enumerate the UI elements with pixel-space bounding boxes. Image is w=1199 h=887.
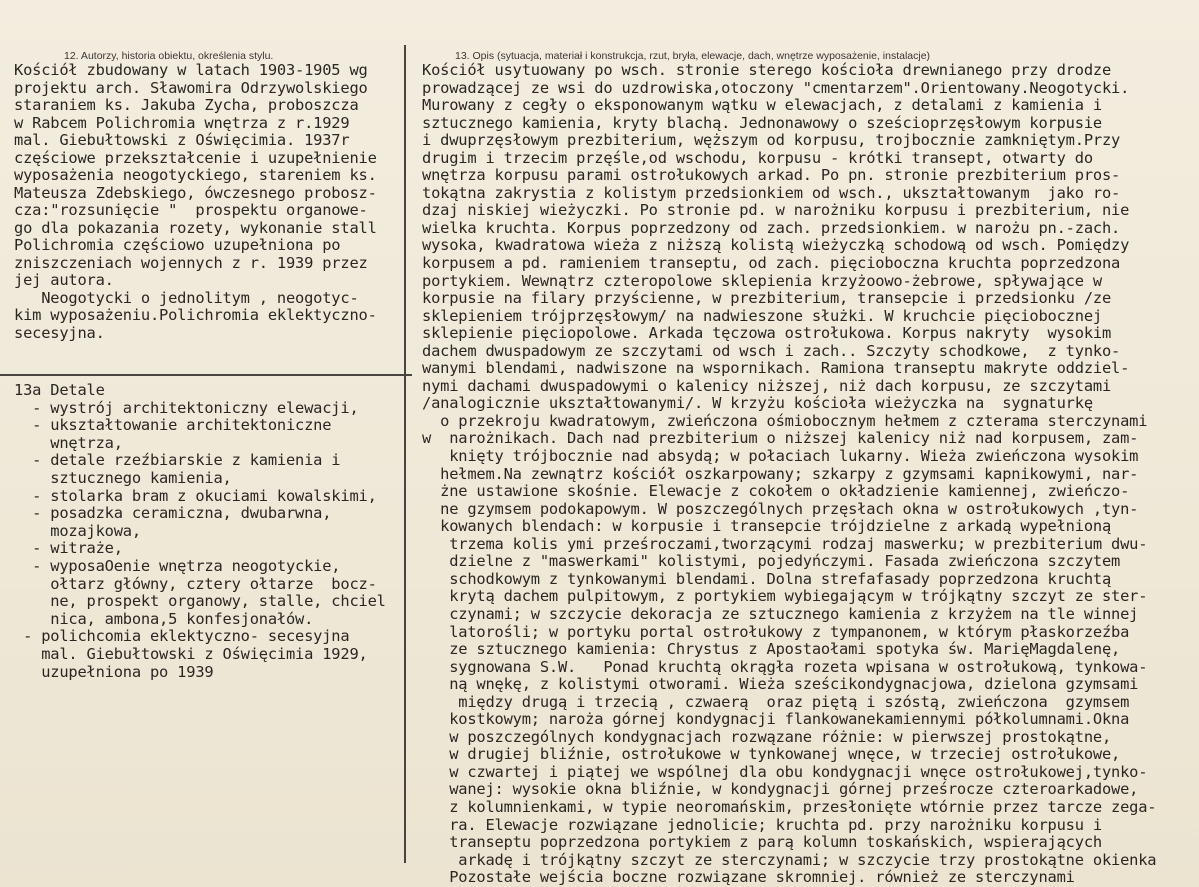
description-line: ne gzymsem podokapowym. W poszczególnych przęsłach okna w ostrołukowych ,tyn-: [422, 499, 1139, 518]
details-line: uzupełniona po 1939: [14, 662, 214, 681]
history-line: staraniem ks. Jakuba Zycha, proboszcza: [14, 96, 359, 114]
details-line: mal. Giebułtowski z Oświęcimia 1929,: [14, 644, 368, 663]
description-line: o przekroju kwadratowym, zwieńczona ośmiobocznym hełmem z czterama sterczynami: [422, 411, 1148, 430]
description-line: Murowany z cegły o eksponowanym wątku w elewacjach, z detalami z kamienia i: [422, 96, 1102, 115]
description-line: kowanych blendach: w korpusie i transepcie trójdzielne z arkadą wypełnioną: [422, 517, 1112, 536]
history-line: Neogotycki o jednolitym , neogotyc-: [14, 288, 359, 307]
description-line: krytą dachem pulpitowym, z portykiem wybiegającym w trójkątny szczyt ze ster-: [422, 587, 1148, 606]
description-line: z kolumnienkami, w typie neoromańskim, przesłonięte wtórnie przez tarcze zega-: [422, 797, 1157, 816]
description-line: latorośli; w portyku portal ostrołukowy z tympanonem, w którym płaskorzeźba: [422, 622, 1130, 641]
history-line: Polichromia częściowo uzupełniona po: [14, 236, 341, 254]
details-line: 13a Detale: [14, 381, 105, 399]
description-line: dzaj niskiej wieżyczki. Po stronie pd. w narożniku korpusu i prezbiterium, nie: [422, 201, 1130, 220]
column-divider: [404, 45, 406, 863]
description-line: żne ustawione skośnie. Elewacje z cokołem o okładzienie kamiennej, zwieńczo-: [422, 482, 1130, 501]
details-line: - wystrój architektoniczny elewacji,: [14, 398, 359, 417]
description-line: tokątna zakrystia z kolistym przedsionkiem od wsch., ukształtowanym jako ro-: [422, 183, 1121, 202]
history-line: w Rabcem Polichromia wnętrza z r.1929: [14, 113, 350, 132]
field-13-header: 13. Opis (sytuacja, materiał i konstrukcja, rzut, bryła, elewacje, dach, wnętrze wyposażenie, instalacje): [455, 50, 931, 62]
description-line: w czwartej i piątej we wspólnej dla obu kondygnacji wnęce ostrołukowej,tynko-: [422, 762, 1148, 781]
details-text: [14, 382, 386, 681]
details-line: - wyposaOenie wnętrza neogotyckie,: [14, 556, 341, 575]
details-line: nica, ambona,5 konfesjonałów.: [14, 609, 314, 628]
description-line: dzielne z "maswerkami" kolistymi, pojedyńczymi. Fasada zwieńczona szczytem: [422, 552, 1121, 571]
description-line: nymi dachami dwuspadowymi o kalenicy niższej, niż dach korpusu, ze szczytami: [422, 376, 1112, 395]
history-line: secesyjna.: [14, 323, 105, 342]
description-line: korpusem a pd. ramieniem transeptu, od zach. pięciobocznа kruchta poprzedzona: [422, 254, 1121, 273]
description-line: ną wnękę, z kolistymi otworami. Wieża sześcikondygnacjowa, dzielona gzymsami: [422, 675, 1139, 694]
description-line: i dwuprzęsłowym prezbiterium, węższym od korpusu, trojbocznie zamkniętym.Przy: [422, 131, 1121, 150]
details-line: - posadzka ceramiczna, dwubarwna,: [14, 504, 332, 523]
section-divider: [0, 374, 412, 376]
description-line: sklepienie pięciopolowe. Arkada tęczowa ostrołukowa. Korpus nakryty wysokim: [422, 324, 1112, 343]
history-text: [14, 62, 377, 342]
history-line: Kościół zbudowany w latach 1903-1905 wg: [14, 61, 368, 79]
details-line: mozajkowa,: [14, 521, 141, 540]
description-line: wanej: wysokie okna bliźnie, w kondygnacji górnej prześrocze czteroarkadowe,: [422, 780, 1139, 799]
details-line: ne, prospekt organowy, stalle, chciel: [14, 592, 386, 611]
details-line: - detale rzeźbiarskie z kamienia i: [14, 451, 341, 470]
description-line: czynami; w szczycie dekoracja ze sztucznego kamienia z krzyżem na tle winnej: [422, 604, 1139, 623]
description-line: drugim i trzecim przęśle,od wschodu, korpusu - krótki transept, otwarty do: [422, 148, 1093, 167]
details-line: wnętrza,: [14, 433, 123, 452]
description-line: trzema kolis ymi prześroczami,tworzącymi rodzaj maswerku; w prezbiterium dwu-: [422, 534, 1148, 553]
description-line: knięty trójbocznie nad absydą; w połaciach lukarny. Wieża zwieńczona wysokim: [422, 447, 1139, 466]
history-line: częściowe przekształcenie i uzupełnienie: [14, 148, 377, 167]
description-line: transeptu poprzedzona portykiem z parą kolumn toskańskich, wspierających: [422, 833, 1102, 852]
description-line: kostkowym; naroża górnej kondygnacji flankowanekamiennymi półkolumnami.Okna: [422, 710, 1130, 729]
description-line: korpusie na filary przyścienne, w prezbiterium, transepcie i przedsionku /ze: [422, 289, 1112, 308]
description-line: Pozostałe wejścia boczne rozwiązane skromniej. również ze sterczynami: [422, 868, 1075, 887]
description-line: Kościół usytuowany po wsch. stronie sterego kościoła drewnianego przy drodze: [422, 61, 1112, 79]
description-line: dachem dwuspadowym ze szczytami od wsch i zach.. Szczyty schodkowe, z tynko-: [422, 341, 1121, 360]
details-line: - stolarka bram z okuciami kowalskimi,: [14, 486, 377, 505]
description-line: hełmem.Na zewnątrz kościół oszkarpowany; szkarpy z gzymsami kapnikowymi, nar-: [422, 464, 1139, 483]
description-text: [422, 62, 1156, 887]
history-line: kim wyposażeniu.Polichromia eklektyczno-: [14, 306, 377, 324]
description-line: wanymi blendami, nadwiszone na wspornikach. Ramiona transeptu makryte oddziel-: [422, 359, 1130, 378]
details-line: - witraże,: [14, 539, 123, 558]
history-line: zniszczeniach wojennych z r. 1939 przez: [14, 253, 368, 272]
description-line: ra. Elewacje rozwiązane jednolicie; kruchta pd. przy narożniku korpusu i: [422, 815, 1102, 834]
description-line: sklepieniem trójprzęsłowym/ na nadwieszone służki. W kruchcie pięciobocznej: [422, 306, 1102, 325]
history-line: mal. Giebułtowski z Oświęcimia. 1937r: [14, 131, 350, 149]
description-line: prowadzącej ze wsi do uzdrowiska,otoczony "cmentarzem".Orientowany.Neogotycki.: [422, 78, 1130, 97]
description-line: ze sztucznego kamienia: Chrystus z Apostaołami spotyka św. MarięMagdalenę,: [422, 640, 1121, 659]
details-line: - ukształtowanie architektoniczne: [14, 416, 332, 435]
description-line: wnętrza korpusu parami ostrołukowych arkad. Po pn. stronie prezbiterium pros-: [422, 166, 1121, 185]
details-line: - polichcomia eklektyczno- secesyjna: [14, 627, 350, 646]
description-line: w narożnikach. Dach nad prezbiterium o niższej kalenicy niż nad korpusem, zam-: [422, 429, 1139, 448]
details-line: ołtarz główny, cztery ołtarze bocz-: [14, 574, 377, 593]
description-line: między drugą i trzecią , czwaerą oraz piętą i szóstą, zwieńczona gzymsem: [422, 692, 1130, 711]
history-line: cza:"rozsunięcie " prospektu organowe-: [14, 201, 368, 219]
description-line: wysoka, kwadratowa wieża z niższą kolistą wieżyczką schodową od wsch. Pomiędzy: [422, 236, 1130, 255]
details-line: sztucznego kamienia,: [14, 468, 232, 487]
description-line: arkadę i trójkątny szczyt ze sterczynami; w szczycie trzy prostokątne okienka: [422, 850, 1157, 869]
description-line: wielka kruchta. Korpus poprzedzony od zach. przedsionkiem. w narożu pn.-zach.: [422, 218, 1121, 237]
description-line: w poszczególnych kondygnacjach rozwązane różnie: w pierwszej prostokątne,: [422, 727, 1112, 746]
description-line: schodkowym z tynkowanymi blendami. Dolna strefafasady poprzedzona kruchtą: [422, 569, 1112, 588]
description-line: /analogicznie ukształtowanymi/. W krzyżu kościoła wieżyczka na sygnaturkę: [422, 394, 1093, 413]
history-line: jej autora.: [14, 271, 114, 289]
description-line: sygnowana S.W. Ponad kruchtą okrągła rozeta wpisana w ostrołukową, tynkowa-: [422, 657, 1148, 676]
history-line: Mateusza Zdebskiego, ówczesnego probosz-: [14, 183, 377, 202]
history-line: go dla pokazania rozety, wykonanie stall: [14, 218, 377, 237]
history-line: wyposażenia neogotyckiego, stareniem ks.: [14, 166, 377, 184]
description-line: sztucznego kamienia, kryty blachą. Jednonawowy o sześcioprzęsłowym korpusie: [422, 113, 1102, 132]
history-line: projektu arch. Sławomira Odrzywolskiego: [14, 78, 368, 97]
field-12-header: 12. Autorzy, historia obiektu, określenia stylu.: [64, 50, 274, 62]
description-line: w drugiej bliźnie, ostrołukowe w tynkowanej wnęce, w trzeciej ostrołukowe,: [422, 745, 1121, 764]
description-line: portykiem. Wewnątrz czteropolowe sklepienia krzyżoowo-żebrowe, spływające w: [422, 271, 1102, 290]
